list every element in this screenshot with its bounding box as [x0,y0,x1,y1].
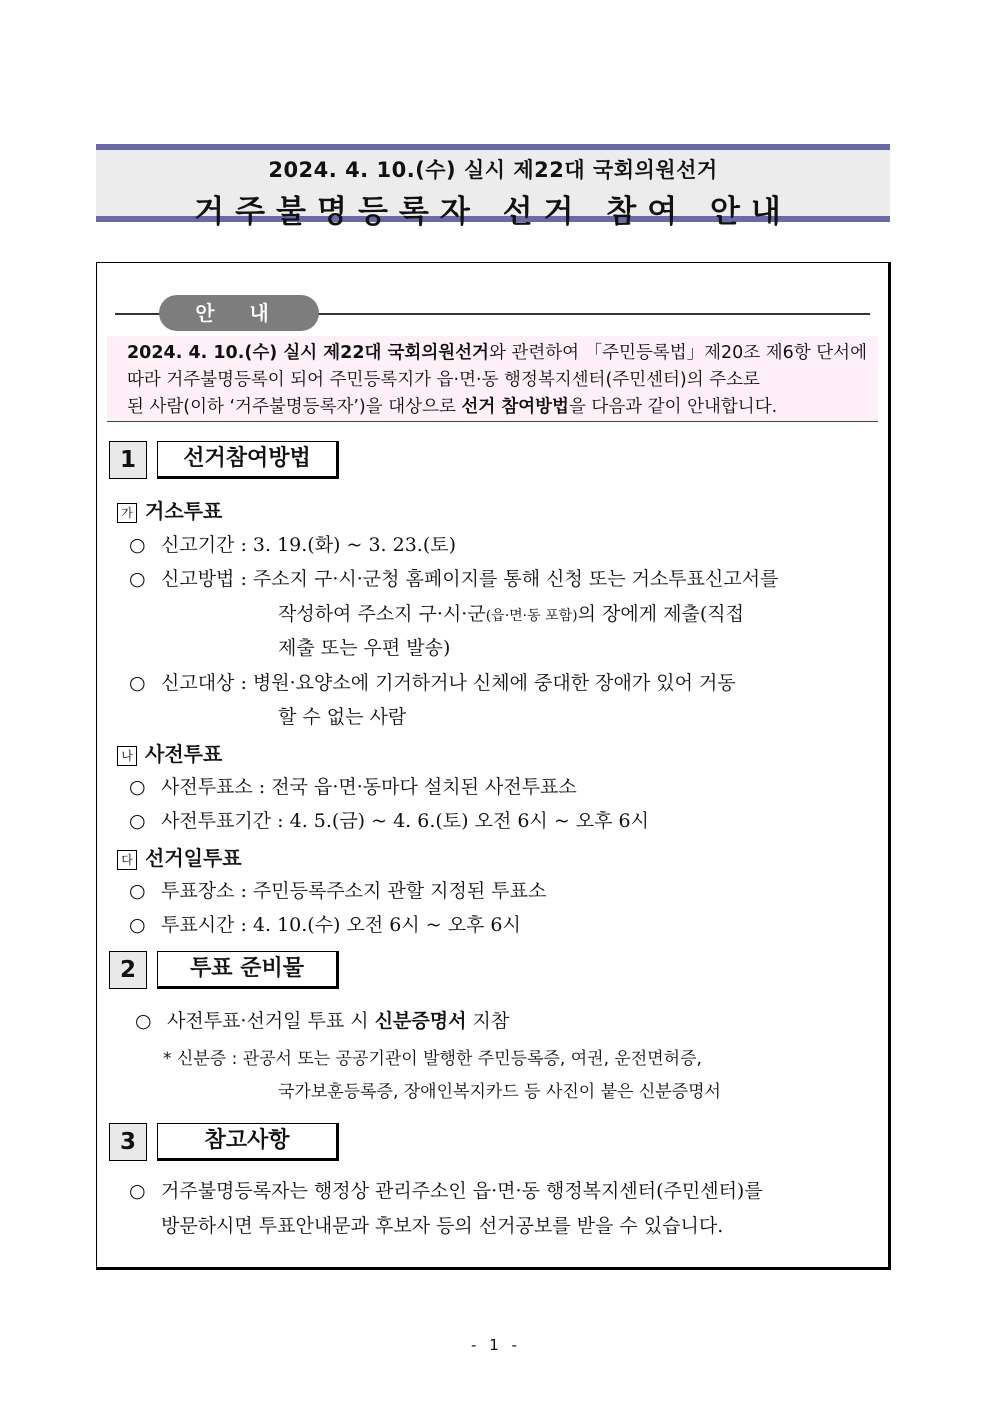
bullet: ○ [129,1180,146,1202]
notice-text [107,336,878,422]
notice-bold-method: 선거 참여방법 [461,397,569,417]
bullet: ○ [129,776,146,798]
item-text: 거주불명등록자는 행정상 관리주소인 읍·면·동 행정복지센터(주민센터)를 [161,1180,763,1202]
item-continuation: 할 수 없는 사람 [278,706,407,728]
bullet: ○ [129,914,146,936]
main-content-box [96,262,891,1270]
notice-label: 안 내 [159,295,319,331]
item-text: 사전투표기간 : 4. 5.(금) ~ 4. 6.(토) 오전 6시 ~ 오후 6시 [161,810,649,832]
bullet: ○ [129,534,146,556]
subsection-absentee-vote [117,495,222,524]
bullet: ○ [129,880,146,902]
continuation-text: 작성하여 주소지 구·시·군 [278,603,486,625]
item-text: 신고방법 : 주소지 구·시·군청 홈페이지를 통해 신청 또는 거소투표신고서를 [161,568,779,590]
item-continuation: 방문하시면 투표안내문과 후보자 등의 선거공보를 받을 수 있습니다. [161,1215,724,1237]
section-title: 참고사항 [157,1123,339,1161]
bullet: ○ [129,672,146,694]
item-text: 신고기간 : 3. 19.(화) ~ 3. 23.(토) [161,534,457,556]
continuation-text: 의 장에게 제출(직접 [577,603,744,625]
section-number: 2 [109,951,147,989]
item-text-part: 지참 [466,1010,510,1032]
item-text: 투표장소 : 주민등록주소지 관할 지정된 투표소 [161,880,547,902]
page-number: - 1 - [471,1336,521,1354]
item-text: 투표시간 : 4. 10.(수) 오전 6시 ~ 오후 6시 [161,914,521,936]
item-text [167,1004,509,1038]
item-text: 사전투표소 : 전국 읍·면·동마다 설치된 사전투표소 [161,776,577,798]
continuation-small-text: (읍·면·동 포함) [485,608,578,624]
section-title: 투표 준비물 [157,951,339,989]
subsection-mark: 나 [117,746,137,766]
document-subtitle: 2024. 4. 10.(수) 실시 제22대 국회의원선거 [268,158,718,182]
subsection-mark: 가 [117,503,137,523]
subsection-title: 선거일투표 [145,846,242,870]
bullet: ○ [129,810,146,832]
subsection-title: 사전투표 [145,742,223,766]
document-title: 거주불명등록자 선거 참여 안내 [194,194,792,230]
item-bold-id: 신분증명서 [374,1010,467,1032]
notice-line3-a: 된 사람(이하 ‘거주불명등록자’)을 대상으로 [127,397,462,417]
subsection-early-vote [117,738,222,767]
subsection-title: 거소투표 [145,499,223,523]
notice-line1-rest: 와 관련하여 「주민등록법」제20조 제6항 단서에 [488,343,867,363]
notice-line3-c: 을 다음과 같이 안내합니다. [568,397,778,417]
item-text: 신고대상 : 병원·요양소에 기거하거나 신체에 중대한 장애가 있어 거동 [161,672,736,694]
title-banner [96,144,890,230]
subsection-mark: 다 [117,850,137,870]
section-number: 1 [109,441,147,479]
item-continuation [278,597,744,633]
bullet: ○ [135,1010,152,1032]
id-note-line2: 국가보훈등록증, 장애인복지카드 등 사진이 붙은 신분증명서 [278,1082,721,1102]
subsection-election-day-vote [117,842,242,871]
item-continuation: 제출 또는 우편 발송) [278,637,451,659]
item-text-part: 사전투표·선거일 투표 시 [167,1010,375,1032]
notice-line2: 따라 거주불명등록이 되어 주민등록지가 읍·면·동 행정복지센터(주민센터)의 주소로 [127,370,760,390]
bullet: ○ [129,568,146,590]
section-number: 3 [109,1123,147,1161]
notice-bold-election: 2024. 4. 10.(수) 실시 제22대 국회의원선거 [127,343,489,363]
id-note-line1: * 신분증 : 관공서 또는 공공기관이 발행한 주민등록증, 여권, 운전면허증, [163,1049,702,1069]
section-title: 선거참여방법 [157,441,339,479]
